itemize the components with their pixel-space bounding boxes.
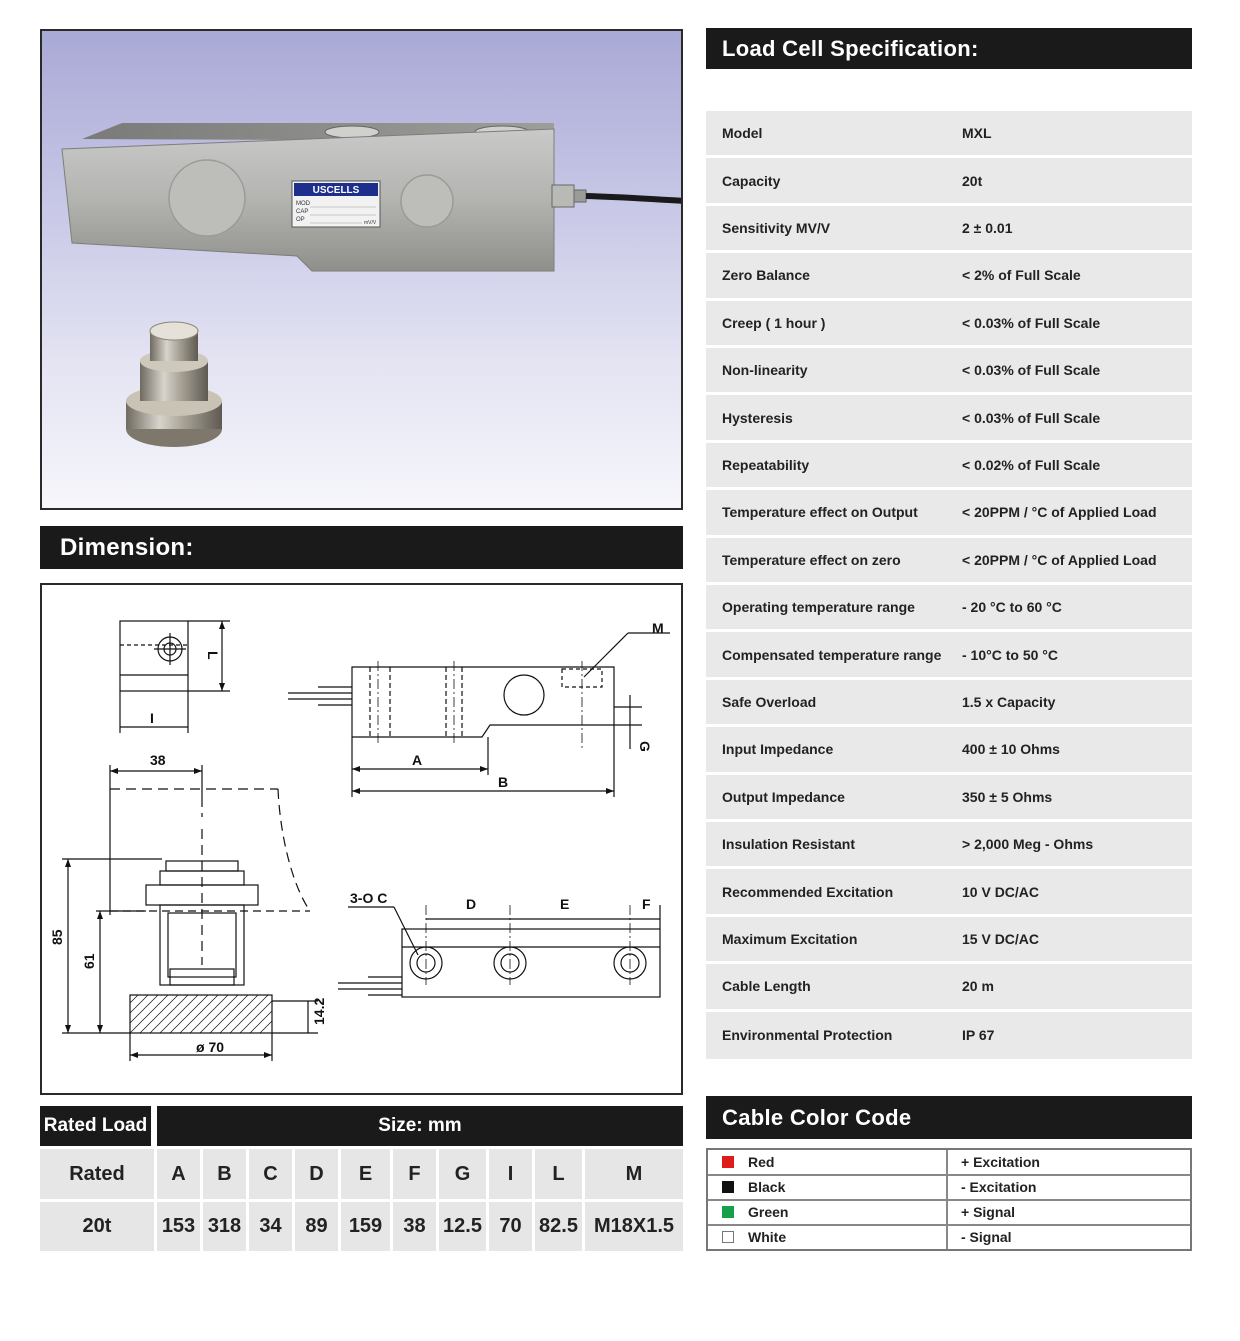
spec-value: 400 ± 10 Ohms: [962, 741, 1060, 758]
rated-load-header: Rated Load: [40, 1106, 154, 1146]
spec-row: [706, 632, 1192, 679]
cable-color-name: White: [748, 1229, 787, 1246]
spec-value: 2 ± 0.01: [962, 219, 1013, 236]
spec-value: 20t: [962, 172, 983, 189]
col-header-c: C: [249, 1149, 292, 1199]
cable-row-green: [708, 1200, 1190, 1225]
spec-value: 1.5 x Capacity: [962, 693, 1056, 710]
spec-row: [706, 395, 1192, 442]
spec-label: Compensated temperature range: [722, 646, 942, 663]
cable-column-divider: [946, 1150, 948, 1249]
spec-row: [706, 206, 1192, 253]
cable-row-black: [708, 1175, 1190, 1200]
spec-row: [706, 585, 1192, 632]
spec-row: [706, 1012, 1192, 1059]
size-cell-d: 89: [295, 1202, 338, 1251]
col-header-i: I: [489, 1149, 532, 1199]
size-cell-c: 34: [249, 1202, 292, 1251]
spec-row: [706, 111, 1192, 158]
spec-value: 15 V DC/AC: [962, 930, 1040, 947]
spec-value: 20 m: [962, 978, 994, 995]
black-swatch: [722, 1181, 734, 1193]
spec-value: 350 ± 5 Ohms: [962, 788, 1053, 805]
dim-label-d: D: [466, 896, 477, 912]
spec-label: Input Impedance: [722, 741, 834, 758]
spec-label: Environmental Protection: [722, 1027, 893, 1044]
spec-row: [706, 490, 1192, 537]
spec-label: Capacity: [722, 172, 781, 189]
spec-row: [706, 822, 1192, 869]
size-cell-g: 12.5: [439, 1202, 486, 1251]
spec-label: Model: [722, 125, 763, 142]
cable-color-name: Black: [748, 1179, 786, 1196]
spec-label: Recommended Excitation: [722, 883, 894, 900]
spec-value: < 20PPM / °C of Applied Load: [962, 551, 1157, 568]
spec-value: < 20PPM / °C of Applied Load: [962, 504, 1157, 521]
size-header: Size: mm: [157, 1106, 683, 1146]
dim-label-hole: 3-O C: [350, 890, 388, 906]
spec-row: [706, 680, 1192, 727]
dim-label-l: L: [205, 651, 221, 660]
spec-row: [706, 301, 1192, 348]
dim-label-f: F: [642, 896, 651, 912]
spec-row: [706, 917, 1192, 964]
spec-value: MXL: [962, 125, 992, 142]
col-header-e: E: [341, 1149, 390, 1199]
cable-color-header: Cable Color Code: [706, 1096, 1192, 1139]
dim-label-o70: ø 70: [196, 1039, 225, 1055]
col-header-m: M: [585, 1149, 683, 1199]
spec-value: < 0.03% of Full Scale: [962, 362, 1101, 379]
plate-field-mod: MOD: [296, 201, 310, 207]
spec-value: - 20 °C to 60 °C: [962, 599, 1062, 616]
size-cell-l: 82.5: [535, 1202, 582, 1251]
spec-label: Non-linearity: [722, 362, 808, 379]
spec-value: > 2,000 Meg - Ohms: [962, 836, 1094, 853]
size-cell-e: 159: [341, 1202, 390, 1251]
dimension-header: Dimension:: [40, 526, 683, 569]
white-swatch: [722, 1231, 734, 1243]
size-cell-rated: 20t: [40, 1202, 154, 1251]
plate-field-cap: CAP: [296, 209, 309, 215]
spec-row: [706, 443, 1192, 490]
dim-label-a: A: [412, 752, 423, 768]
dim-label-38: 38: [150, 752, 166, 768]
technical-drawing: [42, 585, 683, 1095]
spec-row: [706, 158, 1192, 205]
col-header-a: A: [157, 1149, 200, 1199]
size-cell-a: 153: [157, 1202, 200, 1251]
red-swatch: [722, 1156, 734, 1168]
cable-row-red: [708, 1150, 1190, 1175]
size-table: [40, 1106, 683, 1251]
dim-label-61: 61: [81, 953, 97, 969]
col-header-b: B: [203, 1149, 246, 1199]
col-header-g: G: [439, 1149, 486, 1199]
spec-label: Output Impedance: [722, 788, 845, 805]
col-header-d: D: [295, 1149, 338, 1199]
spec-label: Operating temperature range: [722, 599, 915, 616]
green-swatch: [722, 1206, 734, 1218]
col-header-l: L: [535, 1149, 582, 1199]
spec-row: [706, 964, 1192, 1011]
cable-signal: + Signal: [961, 1204, 1016, 1221]
dim-label-b: B: [498, 774, 509, 790]
plate-unit: mV/V: [364, 220, 377, 226]
dim-label-e: E: [560, 896, 570, 912]
spec-label: Insulation Resistant: [722, 836, 856, 853]
col-header-rated: Rated: [40, 1149, 154, 1199]
cable-row-white: [708, 1225, 1190, 1250]
plate-field-op: OP: [296, 217, 305, 223]
cable-color-name: Green: [748, 1204, 789, 1221]
size-cell-m: M18X1.5: [585, 1202, 683, 1251]
spec-label: Cable Length: [722, 978, 811, 995]
spec-row: [706, 775, 1192, 822]
spec-row: [706, 348, 1192, 395]
dimension-drawing: [40, 583, 683, 1095]
plate-brand: USCELLS: [312, 185, 360, 196]
dim-label-i: I: [150, 710, 154, 726]
dim-label-85: 85: [49, 929, 65, 945]
spec-label: Temperature effect on Output: [722, 504, 918, 521]
size-cell-b: 318: [203, 1202, 246, 1251]
spec-header: Load Cell Specification:: [706, 28, 1192, 69]
dim-label-g: G: [637, 741, 653, 752]
spec-label: Maximum Excitation: [722, 930, 858, 947]
col-header-f: F: [393, 1149, 436, 1199]
spec-label: Zero Balance: [722, 267, 810, 284]
load-cell-illustration: [42, 31, 683, 510]
spec-label: Hysteresis: [722, 409, 793, 426]
spec-row: [706, 727, 1192, 774]
spec-value: - 10°C to 50 °C: [962, 646, 1058, 663]
spec-value: < 0.03% of Full Scale: [962, 409, 1101, 426]
cable-signal: - Excitation: [961, 1179, 1037, 1196]
dim-label-m: M: [652, 620, 664, 636]
product-photo: [40, 29, 683, 510]
spec-value: 10 V DC/AC: [962, 883, 1040, 900]
spec-label: Safe Overload: [722, 693, 817, 710]
cable-color-name: Red: [748, 1154, 775, 1171]
spec-row: [706, 538, 1192, 585]
spec-label: Creep ( 1 hour ): [722, 314, 826, 331]
cable-color-table: [706, 1148, 1192, 1251]
spec-value: < 0.03% of Full Scale: [962, 314, 1101, 331]
cable-signal: + Excitation: [961, 1154, 1040, 1171]
spec-label: Repeatability: [722, 456, 810, 473]
size-cell-i: 70: [489, 1202, 532, 1251]
spec-value: < 2% of Full Scale: [962, 267, 1081, 284]
spec-label: Sensitivity MV/V: [722, 219, 831, 236]
dim-label-14-2: 14.2: [311, 997, 327, 1025]
spec-table: [706, 111, 1192, 1059]
spec-value: IP 67: [962, 1027, 995, 1044]
cable-signal: - Signal: [961, 1229, 1012, 1246]
spec-label: Temperature effect on zero: [722, 551, 901, 568]
spec-value: < 0.02% of Full Scale: [962, 456, 1101, 473]
size-cell-f: 38: [393, 1202, 436, 1251]
spec-row: [706, 869, 1192, 916]
spec-row: [706, 253, 1192, 300]
